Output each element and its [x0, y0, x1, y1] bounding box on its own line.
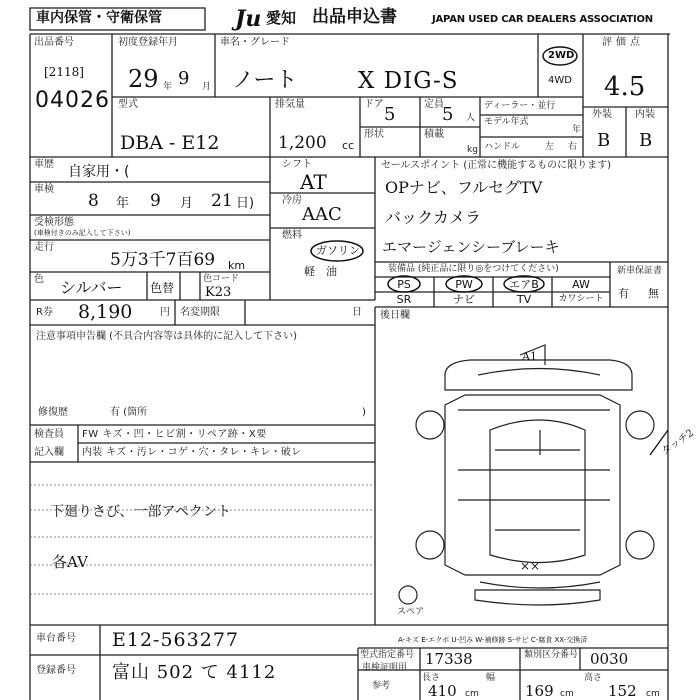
recycle: 8,190 [78, 301, 133, 323]
record-label: 受検形態 [34, 217, 74, 228]
handle-right: 右 [568, 142, 578, 152]
length-unit: cm [465, 689, 479, 699]
plate-number: 富山 502 て 4112 [112, 662, 277, 683]
form-title: 出品申込書 [312, 7, 397, 27]
length: 410 [428, 682, 457, 700]
lot-code: [2118] [44, 65, 84, 79]
height: 152 [608, 682, 637, 700]
sales-line-3: エマージェンシーブレーキ [382, 238, 560, 256]
doors-label: ドア [364, 99, 384, 110]
inspection-day-unit: 日) [236, 196, 255, 211]
capacity: 5 [442, 104, 454, 125]
load-label: 積載 [424, 129, 444, 140]
fuel-diesel: 軽 油 [304, 265, 337, 278]
inspection-year-unit: 年 [116, 196, 130, 211]
lot-label: 出品番号 [34, 37, 74, 48]
sales-title: セールスポイント (正常に機能するものに限ります) [381, 160, 612, 171]
exterior-grade: B [597, 130, 611, 151]
width: 169 [525, 682, 554, 700]
equip-pw: PW [455, 278, 473, 291]
spare-label: スペア [397, 607, 425, 617]
reg-month-unit: 月 [202, 82, 212, 92]
equip-airbag: エアB [509, 278, 539, 291]
ac-label: 冷房 [282, 195, 302, 206]
capacity-label: 定員 [424, 99, 444, 110]
score-label: 評価点 [602, 37, 644, 48]
mileage-label: 走行 [34, 242, 54, 253]
inspection-year: 8 [88, 191, 99, 211]
equip-leather-seat: カワシート [558, 294, 604, 304]
association-name: 愛知 [266, 9, 297, 27]
category-label: 類別区分番号 [524, 650, 579, 660]
type-cert-label: 型式指定番号 [360, 650, 415, 660]
reg-year-unit: 年 [163, 82, 173, 92]
capacity-unit: 人 [466, 113, 476, 123]
height-label: 高さ [584, 673, 603, 683]
equip-navi: ナビ [453, 293, 475, 306]
fuel-gasoline: ガソリン [316, 244, 360, 257]
warranty-label: 新車保証書 [617, 266, 663, 276]
model: DBA - E12 [120, 132, 220, 154]
chassis-number: E12-563277 [112, 629, 239, 651]
repair-value: 有 (箇所 [110, 407, 148, 418]
sales-line-2: バックカメラ [385, 208, 482, 227]
history: 自家用・( [68, 164, 130, 180]
history-label: 車歴 [34, 159, 54, 170]
reg-year: 29 [128, 65, 159, 93]
equip-tv: TV [516, 293, 532, 306]
doors: 5 [384, 104, 396, 125]
type-cert: 17338 [425, 650, 473, 668]
mark-xx: ×× [520, 559, 541, 573]
inspection-month-unit: 月 [180, 196, 194, 211]
reference-label: 参考 [372, 681, 391, 691]
note-line-2: 各AV [52, 553, 88, 571]
ju-logo: Ju [235, 6, 262, 32]
color-label: 色 [34, 274, 44, 285]
equip-ps: PS [397, 278, 411, 291]
equipment-title: 装備品 (純正品に限り◎をつけてください) [388, 264, 559, 274]
shift: AT [300, 170, 327, 194]
inspector-label-2: 記入欄 [34, 447, 64, 458]
name-change-unit: 日 [352, 307, 362, 318]
recycle-label: R券 [36, 307, 53, 318]
inspector-row-interior: 内装 キズ・汚レ・コゲ・穴・タレ・キレ・破レ [82, 447, 302, 458]
inspection-month: 9 [150, 191, 161, 211]
repair-close: ) [362, 407, 366, 418]
displacement-unit: cc [342, 139, 355, 152]
inspector-label-1: 検査員 [34, 429, 64, 440]
grade: X DIG-S [358, 68, 459, 94]
model-year-unit: 年 [572, 125, 582, 135]
mileage-unit: km [228, 259, 246, 272]
reg-year-label: 初度登録年月 [118, 37, 178, 48]
length-label: 長さ [422, 673, 441, 683]
handle-label: ハンドル [484, 142, 521, 152]
after-label: 後日欄 [380, 310, 410, 321]
equip-aw: AW [572, 278, 590, 291]
interior-label: 内装 [635, 109, 655, 120]
inspection-day: 21 [211, 191, 233, 211]
repair-label: 修復歴 [38, 407, 68, 418]
damage-legend: A-キズ E-エクボ U-凹み W-補修跡 S-サビ C-腐食 XX-交換済 [398, 636, 588, 644]
reg-month: 9 [178, 68, 190, 89]
displacement-label: 排気量 [275, 99, 305, 110]
displacement: 1,200 [278, 133, 327, 153]
plate-label: 登録番号 [36, 665, 76, 676]
category: 0030 [590, 650, 629, 668]
inspection-label: 車検 [34, 184, 54, 195]
drive-4wd: 4WD [548, 75, 572, 86]
score: 4.5 [604, 72, 646, 102]
exterior-label: 外装 [592, 109, 612, 120]
dealer-label: ディーラー・並行 [484, 101, 556, 111]
name-change-label: 名変期限 [180, 307, 220, 318]
mark-a1: A1 [522, 350, 537, 363]
storage-note: 車内保管・守衛保管 [36, 10, 162, 26]
drive-2wd: 2WD [548, 50, 575, 61]
ac: AAC [302, 204, 342, 225]
model-label: 型式 [118, 99, 138, 110]
record-note: (車検付きのみ記入して下さい) [34, 229, 131, 237]
width-label: 幅 [486, 673, 496, 683]
color-change-label: 色替 [150, 281, 175, 295]
interior-grade: B [639, 130, 653, 151]
handle-left: 左 [545, 142, 555, 152]
equip-sr: SR [396, 293, 412, 306]
warranty-yes: 有 [618, 287, 629, 300]
name-grade-label: 車名・グレード [220, 37, 290, 48]
mileage: 5万3千7百69 [110, 250, 216, 270]
car-name: ノート [232, 68, 298, 93]
load-unit: kg [467, 145, 478, 155]
shape-label: 形状 [364, 129, 384, 140]
color-code-label: 色コード [203, 274, 240, 284]
spec-label: 車検証明用 [362, 663, 408, 673]
width-unit: cm [560, 689, 574, 699]
height-unit: cm [646, 689, 660, 699]
sales-line-1: OPナビ、フルセグTV [385, 178, 543, 197]
mark-touch: タッチ2 [659, 427, 696, 458]
lot-number: 04026 [35, 88, 110, 113]
chassis-label: 車台番号 [36, 633, 76, 644]
fuel-label: 燃料 [282, 230, 302, 241]
model-year-label: モデル年式 [484, 117, 529, 127]
english-title: JAPAN USED CAR DEALERS ASSOCIATION [432, 14, 653, 25]
inspector-row-exterior: FW キズ・凹・ヒビ割・リペア跡・X要 [82, 429, 267, 440]
color-code: K23 [205, 285, 232, 300]
recycle-unit: 円 [160, 307, 170, 318]
warranty-no: 無 [648, 287, 659, 300]
notes-title: 注意事項申告欄 (不具合内容等は具体的に記入して下さい) [36, 331, 297, 342]
shift-label: シフト [282, 159, 312, 170]
note-line-1: 下廻りさび、一部アペクント [50, 504, 231, 520]
color: シルバー [60, 278, 123, 297]
